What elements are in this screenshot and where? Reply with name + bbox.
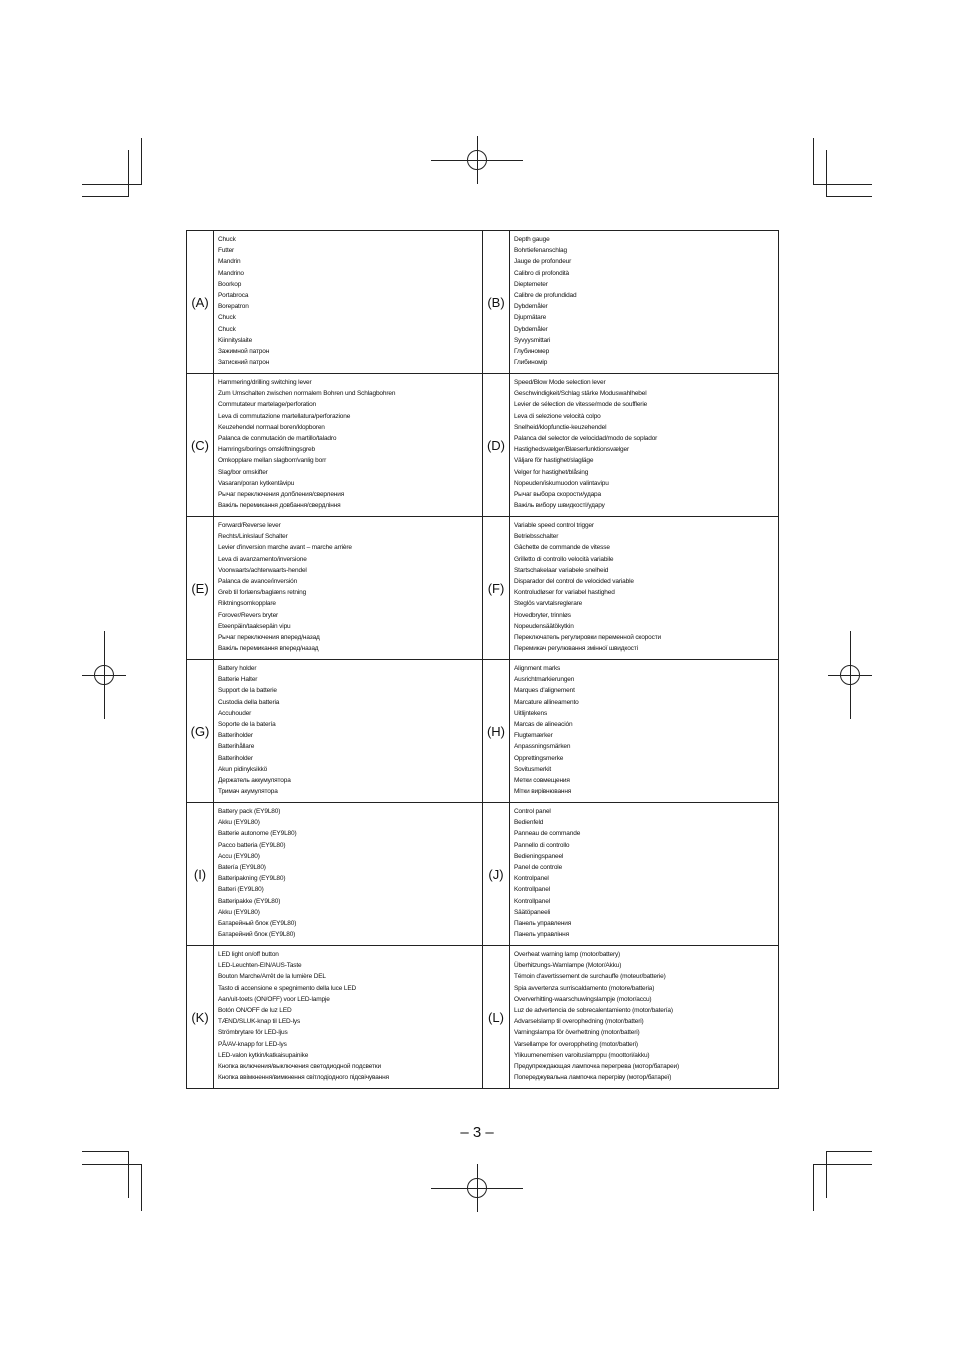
part-name-line: Предупреждающая лампочка перегрева (мотор/батареи) (514, 1063, 679, 1071)
part-name-line: Важіль вибору швидкості/удару (514, 502, 605, 510)
part-name-line: LED light on/off button (218, 951, 279, 958)
part-name-line: Forward/Reverse lever (218, 522, 281, 529)
part-name-line: PÅ/AV-knapp for LED-lys (218, 1040, 287, 1048)
part-name-line: Syvyysmittari (514, 336, 551, 344)
part-name-line: Djupmätare (514, 314, 547, 322)
part-name-line: Anpassningsmärken (514, 743, 571, 751)
crop-mark (82, 196, 128, 197)
part-name-line: Calibro di profondità (514, 269, 570, 277)
part-name-line: Batterie Halter (218, 676, 258, 684)
table-row (187, 803, 779, 946)
part-name-line: Battery pack (EY9L80) (218, 808, 281, 815)
part-name-line: Boorkop (218, 280, 242, 288)
part-name-line: Перемикач регулювання змінної швидкості (514, 645, 638, 653)
parts-table (186, 230, 779, 1089)
part-key: (K) (187, 946, 214, 1089)
part-name-line: LED-Leuchten-EIN/AUS-Taste (218, 962, 302, 970)
part-name-line: Säätöpaneeli (514, 908, 551, 916)
part-names (214, 374, 483, 517)
part-name-line: Tasto di accensione e spegnimento della luce LED (218, 984, 357, 992)
registration-mark-top (467, 150, 487, 170)
part-name-line: Ylikuumenemisen varoituslamppu (moottori/akku) (514, 1051, 650, 1059)
part-name-line: Затискний патрон (218, 359, 270, 367)
part-names (214, 946, 483, 1089)
crop-mark (141, 138, 142, 185)
part-name-line: Sovitusmerkit (514, 765, 552, 773)
part-name-line: Custodia della batteria (218, 698, 280, 706)
table-row (187, 660, 779, 803)
part-name-line: Nopeudensäätökytkin (514, 622, 574, 630)
part-name-line: Eteenpäin/taaksepäin vipu (218, 622, 291, 630)
part-name-line: Uitlijntekens (514, 709, 548, 717)
part-name-line: Chuck (218, 236, 236, 243)
part-names (214, 517, 483, 660)
part-name-line: Переключатель регулировки переменной скорости (514, 634, 662, 642)
part-name-line: Kontroludløser for variabel hastighed (514, 589, 615, 597)
part-name-line: Betriebsschalter (514, 533, 559, 541)
part-name-line: Varningslampa för överhettning (motor/batteri) (514, 1029, 640, 1037)
part-names (510, 803, 779, 946)
part-name-line: Control panel (514, 808, 551, 815)
part-name-line: Luz de advertencia de sobrecalentamiento (motor/batería) (514, 1007, 673, 1015)
part-name-line: Borepatron (218, 303, 249, 311)
part-name-line: Marcas de alineación (514, 721, 573, 729)
part-name-line: Кнопка ввімкнення/вимкнення світлодіодного підсвічування (218, 1074, 389, 1082)
part-name-line: Marcature allineamento (514, 698, 579, 706)
part-name-line: Levier d'inversion marche avant – marche arrière (218, 544, 352, 552)
part-name-line: Aan/uit-toets (ON/OFF) voor LED-lampje (218, 995, 330, 1003)
crop-mark (82, 184, 141, 185)
part-name-line: Тримач акумулятора (218, 788, 278, 796)
part-name-line: Panneau de commande (514, 830, 581, 838)
part-name-line: Kontrollpanel (514, 886, 550, 894)
part-key: (L) (483, 946, 510, 1089)
part-key: (D) (483, 374, 510, 517)
part-name-line: Рычаг переключения вперед/назад (218, 634, 320, 642)
part-name-line: Opprettingsmerke (514, 754, 564, 762)
part-name-line: Riktningsomkopplare (218, 600, 276, 608)
part-name-line: Ausrichtmarkierungen (514, 676, 575, 684)
part-name-line: Batteriholder (218, 732, 253, 740)
part-name-line: Flugtemærker (514, 732, 553, 740)
part-name-line: Batterihållare (218, 743, 255, 751)
part-name-line: Variable speed control trigger (514, 522, 594, 529)
part-name-line: Battery holder (218, 665, 257, 672)
crop-mark (826, 150, 827, 197)
part-name-line: Alignment marks (514, 665, 561, 672)
part-name-line: Chuck (218, 325, 236, 333)
part-name-line: Bedieningspaneel (514, 852, 564, 860)
part-name-line: Рычаг переключения долбления/сверления (218, 491, 345, 499)
crop-mark (813, 184, 872, 185)
crop-mark (826, 1151, 872, 1152)
registration-mark-right (840, 665, 860, 685)
part-name-line: TÆND/SLUK-knap til LED-lys (218, 1018, 301, 1026)
part-names (510, 231, 779, 374)
part-name-line: Überhitzungs-Warnlampe (Motor/Akku) (514, 962, 622, 970)
registration-mark-bottom (467, 1178, 487, 1198)
part-name-line: Leva di selezione velocità colpo (514, 412, 601, 420)
part-name-line: Hammering/drilling switching lever (218, 379, 312, 386)
part-key: (E) (187, 517, 214, 660)
crop-mark (141, 1164, 142, 1211)
part-name-line: Batteri (EY9L80) (218, 886, 264, 894)
part-key: (H) (483, 660, 510, 803)
part-key: (C) (187, 374, 214, 517)
part-name-line: Batteripakke (EY9L80) (218, 897, 281, 905)
part-name-line: Попереджувальна лампочка перегріву (мотор/батареї) (514, 1074, 672, 1082)
part-name-line: Strömbrytare för LED-ljus (218, 1029, 288, 1037)
part-name-line: Levier de sélection de vitesse/mode de soufflerie (514, 401, 648, 409)
part-name-line: Portabroca (218, 292, 249, 300)
part-name-line: Rechts/Linkslauf Schalter (218, 533, 288, 541)
part-name-line: Geschwindigkeit/Schlag stärke Moduswahlhebel (514, 390, 647, 398)
part-name-line: Témoin d'avertissement de surchauffe (moteur/batterie) (514, 973, 666, 981)
crop-mark (813, 1164, 872, 1165)
part-names (510, 660, 779, 803)
crop-mark (82, 1164, 141, 1165)
part-name-line: Leva di avanzamento/inversione (218, 555, 307, 563)
part-name-line: Панель управления (514, 920, 572, 928)
part-name-line: Akku (EY9L80) (218, 819, 260, 827)
part-name-line: Greb til forlæns/baglæns retning (218, 589, 307, 597)
part-name-line: Batteripakning (EY9L80) (218, 875, 286, 883)
part-name-line: Gâchette de commande de vitesse (514, 544, 610, 552)
crop-mark (826, 1151, 827, 1198)
part-name-line: Voorwaarts/achterwaarts-hendel (218, 566, 307, 574)
part-name-line: Spia avvertenza surriscaldamento (motore/batteria) (514, 984, 655, 992)
part-name-line: Bohrtiefenanschlag (514, 247, 567, 255)
part-key: (J) (483, 803, 510, 946)
part-name-line: Akku (EY9L80) (218, 908, 260, 916)
part-name-line: Keuzehendel normaal boren/klopboren (218, 423, 325, 431)
part-names (510, 946, 779, 1089)
part-name-line: LED-valon kytkin/katkaisupainike (218, 1051, 309, 1059)
part-name-line: Zum Umschalten zwischen normalem Bohren und Schlagbohren (218, 390, 396, 398)
part-name-line: Accu (EY9L80) (218, 852, 260, 860)
part-name-line: Mandrino (218, 269, 244, 277)
part-name-line: Bedienfeld (514, 819, 544, 827)
part-name-line: Jauge de profondeur (514, 258, 572, 266)
table-row (187, 517, 779, 660)
part-name-line: Futter (218, 247, 235, 255)
part-name-line: Panel de controle (514, 864, 563, 872)
table-row (187, 231, 779, 374)
part-name-line: Velger for hastighet/blåsing (514, 468, 589, 476)
part-name-line: Grilletto di controllo velocità variabile (514, 555, 614, 563)
part-name-line: Nopeuden/iskumuodon valintavipu (514, 479, 609, 487)
part-name-line: Steglös varvtalsreglerare (514, 600, 583, 608)
part-name-line: Palanca de avance/inversión (218, 578, 298, 586)
parts-table-body (187, 231, 779, 1089)
part-name-line: Hovedbryter, trinnløs (514, 611, 571, 619)
part-names (214, 803, 483, 946)
part-key: (B) (483, 231, 510, 374)
part-names (510, 374, 779, 517)
part-name-line: Botón ON/OFF de luz LED (218, 1007, 292, 1015)
part-name-line: Батарейный блок (EY9L80) (218, 920, 297, 928)
part-name-line: Marques d'alignement (514, 687, 575, 695)
part-name-line: Dybdemåler (514, 325, 548, 333)
part-names (510, 517, 779, 660)
part-key: (F) (483, 517, 510, 660)
part-key: (I) (187, 803, 214, 946)
part-key: (A) (187, 231, 214, 374)
part-name-line: Mandrin (218, 258, 241, 266)
part-name-line: Varsellampe for overoppheting (motor/batteri) (514, 1040, 638, 1048)
part-name-line: Держатель аккумулятора (218, 777, 291, 785)
crop-mark (82, 1151, 128, 1152)
part-name-line: Batería (EY9L80) (218, 864, 266, 872)
part-key: (G) (187, 660, 214, 803)
page-number: – 3 – (460, 1124, 494, 1141)
part-name-line: Accuhouder (218, 709, 252, 717)
part-name-line: Advarselslamp til overophedning (motor/batteri) (514, 1018, 644, 1026)
crop-mark (128, 1151, 129, 1198)
part-name-line: Palanca del selector de velocidad/modo de soplador (514, 435, 658, 443)
part-name-line: Palanca de conmutación de martillo/taladro (218, 435, 337, 443)
part-name-line: Hamrings/borings omskiftningsgreb (218, 446, 315, 454)
crop-mark (813, 1164, 814, 1211)
part-name-line: Dieptemeter (514, 280, 548, 288)
part-name-line: Disparador del control de velocided variable (514, 578, 634, 586)
part-name-line: Kontrolpanel (514, 875, 549, 883)
part-name-line: Väljare för hastighet/slagläge (514, 457, 594, 465)
part-name-line: Batteriholder (218, 754, 253, 762)
part-name-line: Chuck (218, 314, 236, 322)
part-name-line: Глубиномер (514, 348, 550, 356)
part-name-line: Omkopplare mellan slagborr/vanlig borr (218, 457, 327, 465)
part-name-line: Leva di commutazione martellatura/perforazione (218, 412, 351, 420)
table-row (187, 374, 779, 517)
part-name-line: Kiinnityslaite (218, 336, 253, 344)
part-name-line: Oververhitting-waarschuwingslampje (motor/accu) (514, 995, 652, 1003)
part-names (214, 231, 483, 374)
part-name-line: Vasaran/poran kytkentävipu (218, 479, 295, 487)
part-name-line: Pannello di controllo (514, 841, 570, 849)
part-name-line: Akun pidinyksikkö (218, 765, 268, 773)
part-name-line: Hastighedsvælger/Blæserfunktionsvælger (514, 446, 629, 454)
part-name-line: Pacco batteria (EY9L80) (218, 841, 286, 849)
part-name-line: Snelheid/klopfunctie-keuzehendel (514, 423, 607, 431)
part-name-line: Dybdemåler (514, 303, 548, 311)
part-name-line: Calibre de profundidad (514, 292, 577, 300)
part-name-line: Overheat warning lamp (motor/battery) (514, 951, 621, 958)
part-name-line: Мітки вирівнювання (514, 788, 572, 796)
part-name-line: Bouton Marche/Arrêt de la lumière DEL (218, 973, 326, 981)
registration-mark-left (94, 665, 114, 685)
part-name-line: Slag/bor omskifter (218, 468, 268, 476)
part-name-line: Важіль перемикання довбання/свердління (218, 502, 341, 510)
part-name-line: Важіль перемикання вперед/назад (218, 645, 319, 653)
part-name-line: Forover/Revers bryter (218, 611, 279, 619)
part-name-line: Батарейний блок (EY9L80) (218, 931, 296, 939)
crop-mark (826, 196, 872, 197)
part-name-line: Soporte de la batería (218, 721, 276, 729)
crop-mark (128, 150, 129, 197)
part-name-line: Кнопка включения/выключения светодиодной подсветки (218, 1063, 381, 1071)
part-name-line: Панель управління (514, 931, 569, 939)
part-name-line: Глибиномір (514, 359, 548, 367)
part-name-line: Kontrollpanel (514, 897, 550, 905)
part-name-line: Batterie autonome (EY9L80) (218, 830, 297, 838)
part-name-line: Speed/Blow Mode selection lever (514, 379, 606, 386)
crop-mark (813, 138, 814, 185)
part-name-line: Рычаг выбора скорости/удара (514, 491, 601, 499)
part-name-line: Startschakelaar variabele snelheid (514, 566, 609, 574)
part-name-line: Зажимной патрон (218, 348, 270, 356)
part-names (214, 660, 483, 803)
part-name-line: Support de la batterie (218, 687, 277, 695)
part-name-line: Commutateur martelage/perforation (218, 401, 317, 409)
part-name-line: Depth gauge (514, 236, 550, 243)
part-name-line: Метки совмещения (514, 777, 570, 785)
table-row (187, 946, 779, 1089)
